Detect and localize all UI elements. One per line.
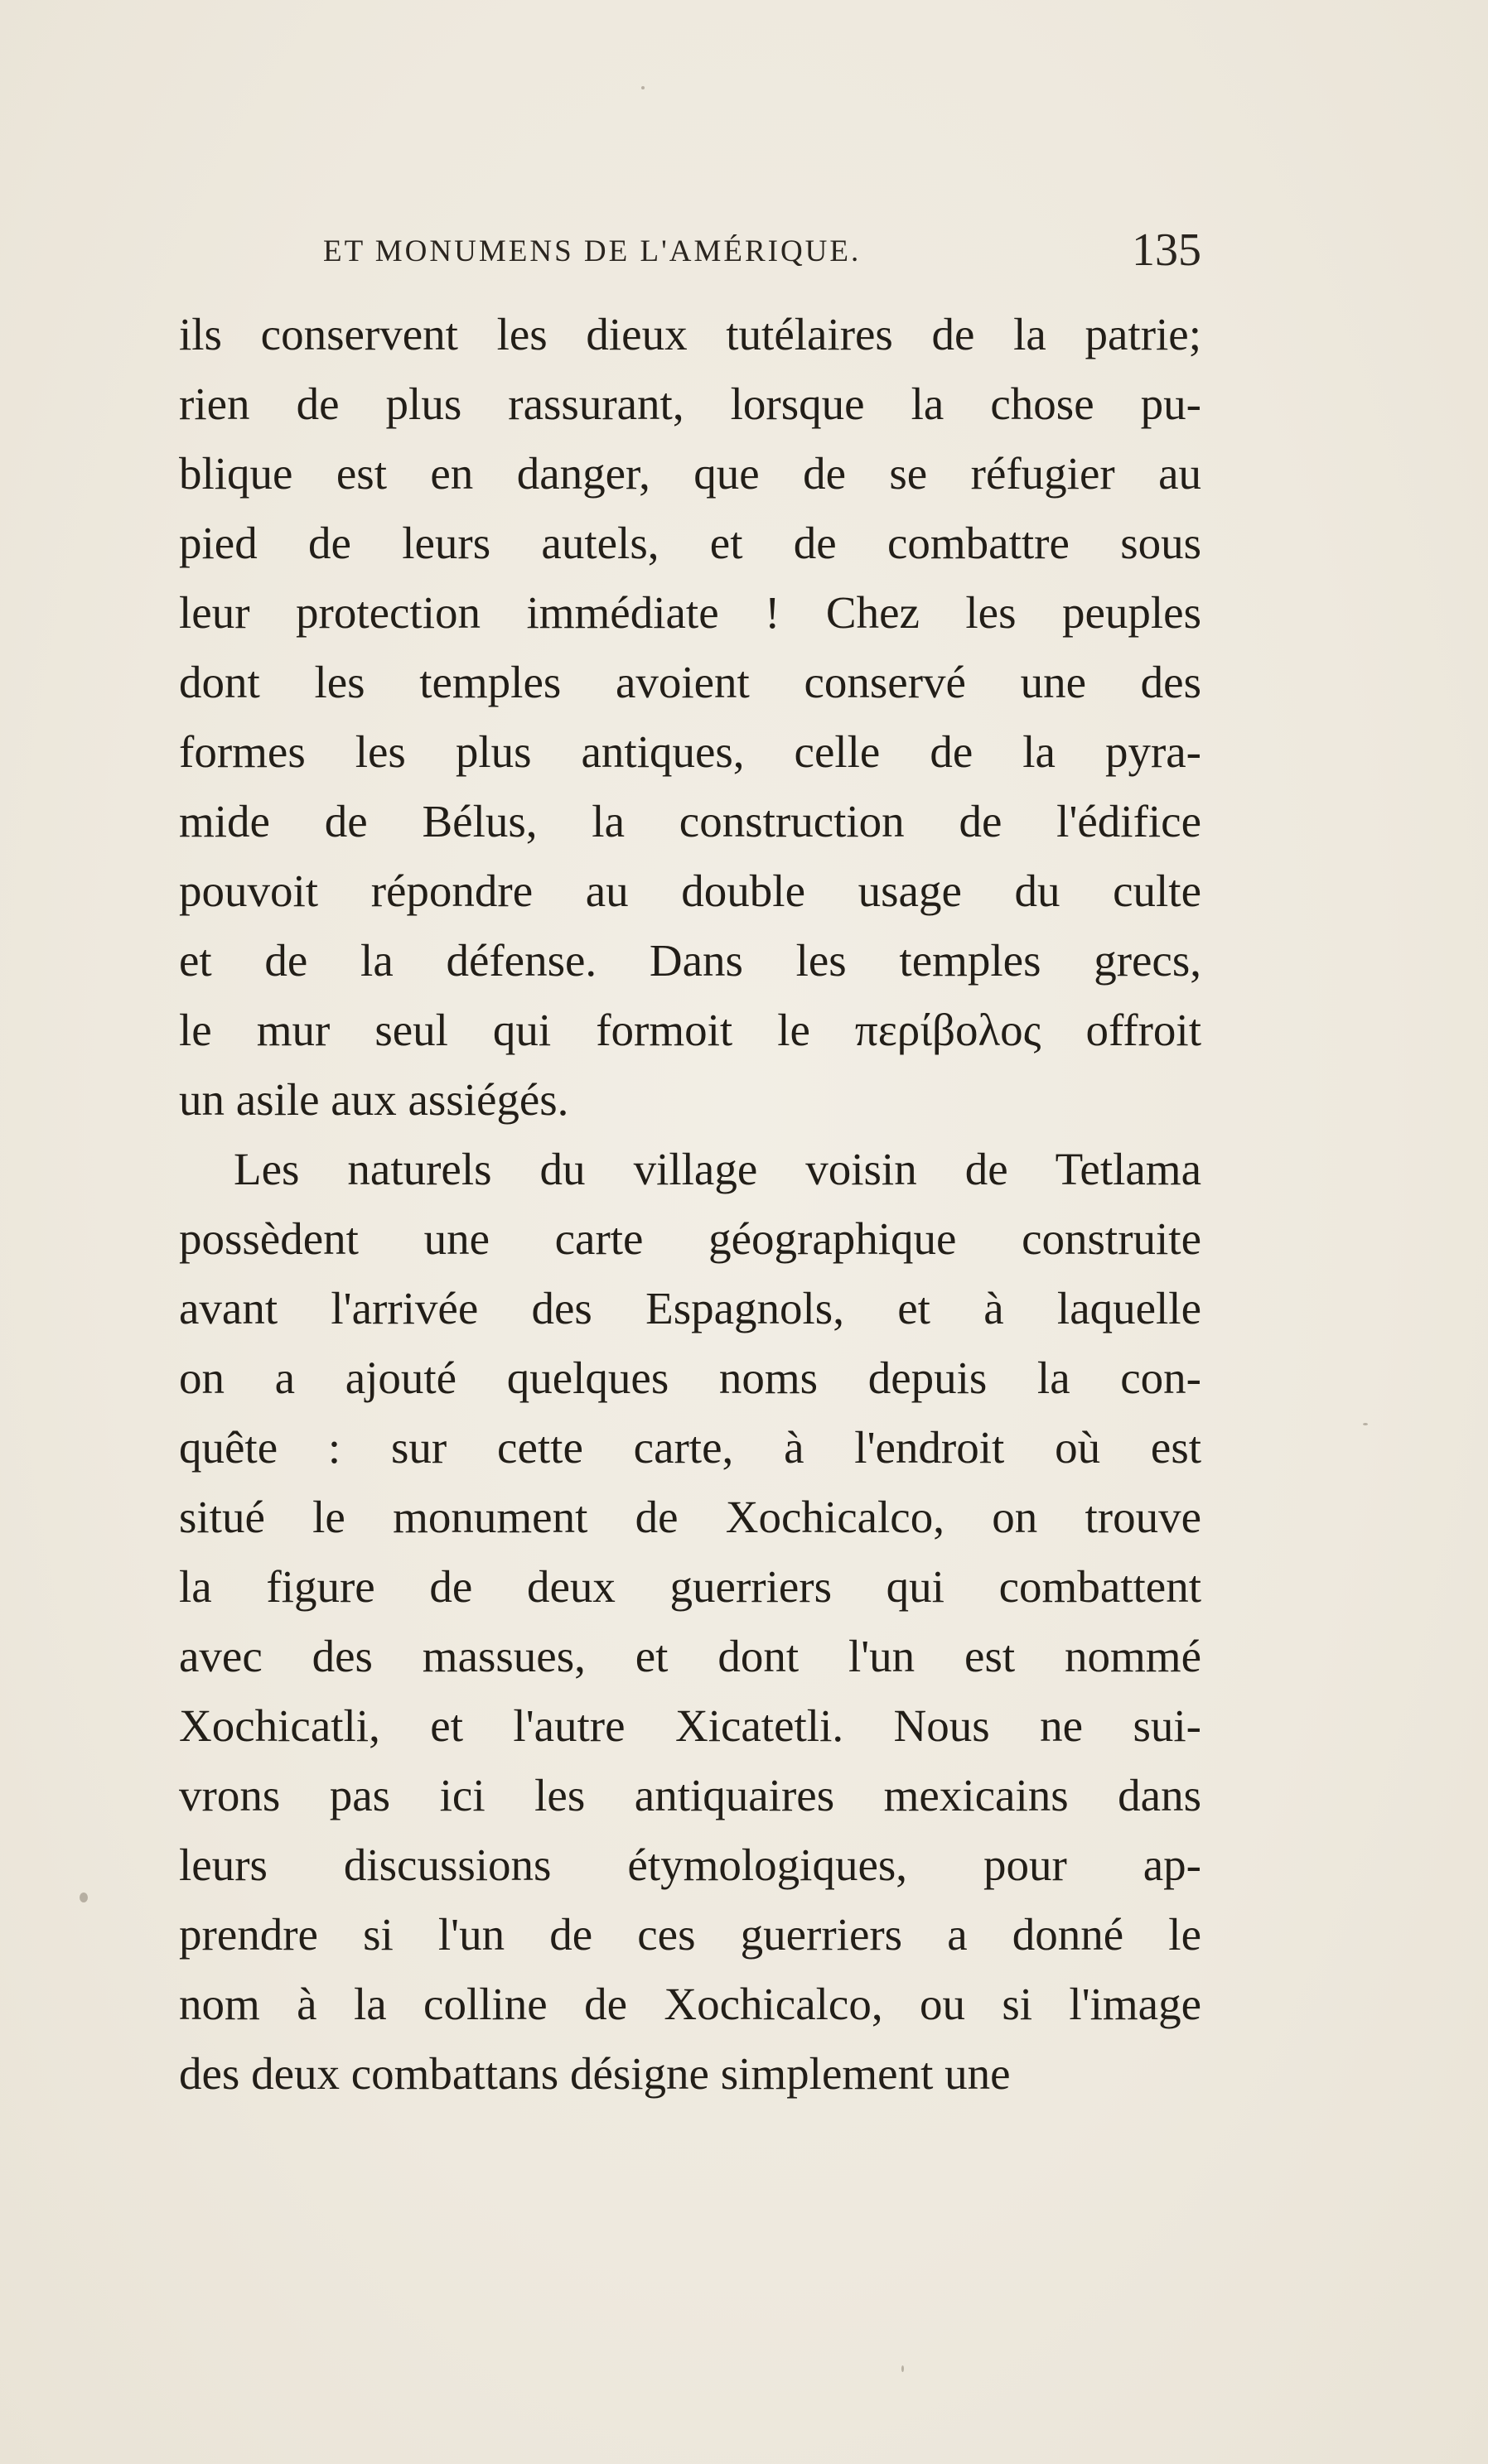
- text-line: des deux combattans désigne simplement une: [179, 2048, 1011, 2099]
- text-line: situé le monument de Xochicalco, on trouve: [179, 1492, 1201, 1542]
- paper-speck: [641, 86, 645, 89]
- text-line: on a ajouté quelques noms depuis la con-: [179, 1353, 1201, 1403]
- text-line: pouvoit répondre au double usage du culte: [179, 866, 1201, 916]
- text-line: prendre si l'un de ces guerriers a donné le: [179, 1909, 1201, 1960]
- paper-speck: [80, 1893, 88, 1902]
- text-line: avec des massues, et dont l'un est nommé: [179, 1631, 1201, 1681]
- text-line: pied de leurs autels, et de combattre sous: [179, 518, 1201, 568]
- text-line: dont les temples avoient conservé une des: [179, 657, 1201, 707]
- text-line: et de la défense. Dans les temples grecs,: [179, 935, 1201, 986]
- text-line: possèdent une carte géographique construite: [179, 1213, 1201, 1264]
- text-line: la figure de deux guerriers qui combattent: [179, 1561, 1201, 1612]
- text-line: rien de plus rassurant, lorsque la chose pu-: [179, 379, 1201, 429]
- text-line: un asile aux assiégés.: [179, 1074, 569, 1125]
- text-line: leur protection immédiate ! Chez les peuples: [179, 587, 1201, 638]
- text-line: Xochicatli, et l'autre Xicatetli. Nous ne sui-: [179, 1700, 1201, 1751]
- text-line: mide de Bélus, la construction de l'édifice: [179, 796, 1201, 846]
- text-line: ils conservent les dieux tutélaires de la patrie;: [179, 309, 1201, 359]
- body-text: [179, 300, 1201, 2109]
- text-line: avant l'arrivée des Espagnols, et à laquelle: [179, 1283, 1201, 1333]
- text-line: vrons pas ici les antiquaires mexicains dans: [179, 1770, 1201, 1820]
- text-line: leurs discussions étymologiques, pour ap-: [179, 1840, 1201, 1890]
- running-head: [323, 222, 1201, 288]
- text-line: formes les plus antiques, celle de la pyra-: [179, 726, 1201, 777]
- page-number: 135: [1132, 224, 1201, 276]
- text-line: nom à la colline de Xochicalco, ou si l'image: [179, 1979, 1201, 2029]
- text-line: le mur seul qui formoit le περίβολος offroit: [179, 1005, 1201, 1055]
- paper-speck: [1363, 1423, 1368, 1425]
- text-line: Les naturels du village voisin de Tetlama: [234, 1144, 1201, 1194]
- running-title: ET MONUMENS DE L'AMÉRIQUE.: [323, 234, 862, 268]
- paper-speck: [901, 2365, 904, 2372]
- text-line: quête : sur cette carte, à l'endroit où est: [179, 1422, 1201, 1473]
- text-line: blique est en danger, que de se réfugier au: [179, 448, 1201, 499]
